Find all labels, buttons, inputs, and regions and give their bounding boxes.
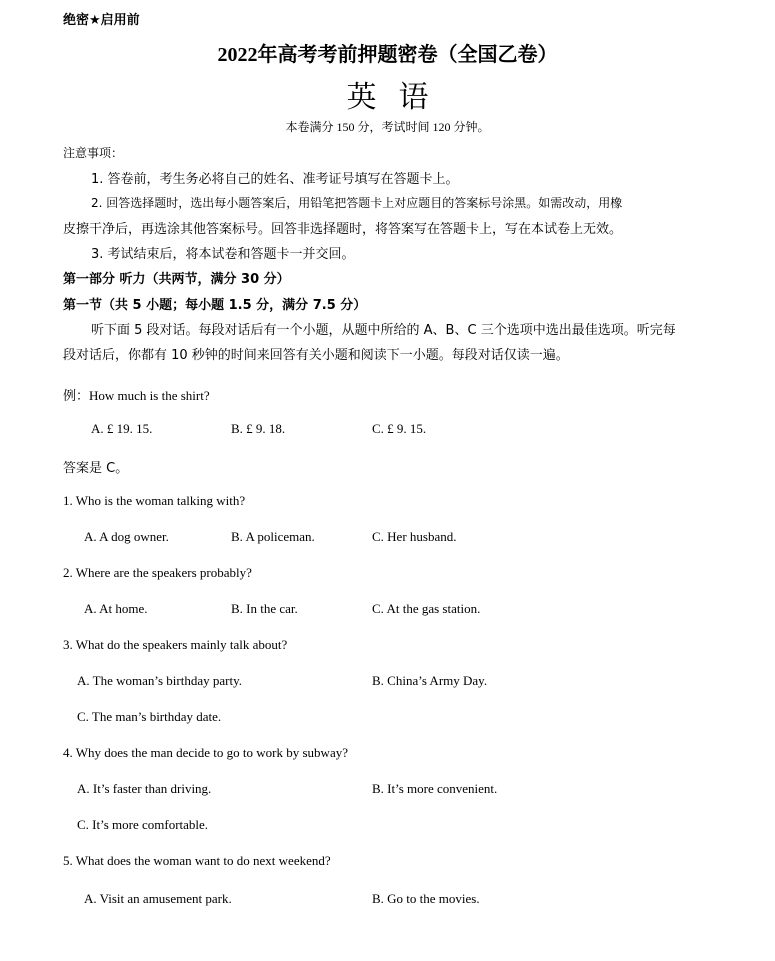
question-2-option-a: A. At home. bbox=[84, 601, 148, 616]
section1-heading: 第一节（共 5 小题；每小题 1.5 分，满分 7.5 分） bbox=[63, 298, 367, 313]
score-info: 本卷满分 150 分，考试时间 120 分钟。 bbox=[285, 120, 490, 134]
question-5-option-b: B. Go to the movies. bbox=[372, 891, 480, 906]
note-item-2-line-2: 皮擦干净后，再选涂其他答案标号。回答非选择题时，将答案写在答题卡上，写在本试卷上无效。 bbox=[63, 222, 623, 237]
question-4: 4. Why does the man decide to go to work by subway? bbox=[63, 745, 348, 760]
question-1-option-a: A. A dog owner. bbox=[84, 529, 169, 544]
question-1: 1. Who is the woman talking with? bbox=[63, 493, 246, 508]
example-answer: 答案是 C。 bbox=[63, 461, 129, 476]
question-3: 3. What do the speakers mainly talk about? bbox=[63, 637, 288, 652]
question-2-option-c: C. At the gas station. bbox=[372, 601, 481, 616]
part1-heading: 第一部分 听力（共两节，满分 30 分） bbox=[63, 272, 290, 287]
question-4-option-c: C. It’s more comfortable. bbox=[77, 817, 209, 832]
question-2-option-b: B. In the car. bbox=[231, 601, 298, 616]
subject-title: 英语 bbox=[346, 80, 451, 115]
note-item-3: 3. 考试结束后，将本试卷和答题卡一并交回。 bbox=[91, 247, 355, 262]
question-1-option-c: C. Her husband. bbox=[372, 529, 457, 544]
example-option-a: A. £ 19. 15. bbox=[91, 421, 153, 436]
instructions-line-1: 听下面 5 段对话。每段对话后有一个小题，从题中所给的 A、B、C 三个选项中选出最佳选项。听完每 bbox=[91, 323, 676, 338]
question-4-option-b: B. It’s more convenient. bbox=[372, 781, 498, 796]
instructions-line-2: 段对话后，你都有 10 秒钟的时间来回答有关小题和阅读下一小题。每段对话仅读一遍。 bbox=[63, 348, 569, 363]
note-item-2-line-1: 2. 回答选择题时，选出每小题答案后，用铅笔把答题卡上对应题目的答案标号涂黑。如需改动，用橡 bbox=[91, 196, 623, 210]
question-3-option-b: B. China’s Army Day. bbox=[372, 673, 488, 688]
question-5: 5. What does the woman want to do next weekend? bbox=[63, 853, 331, 868]
question-2: 2. Where are the speakers probably? bbox=[63, 565, 252, 580]
question-1-option-b: B. A policeman. bbox=[231, 529, 315, 544]
example-option-c: C. £ 9. 15. bbox=[372, 421, 427, 436]
example-option-b: B. £ 9. 18. bbox=[231, 421, 286, 436]
note-item-1: 1. 答卷前，考生务必将自己的姓名、准考证号填写在答题卡上。 bbox=[91, 172, 459, 187]
question-5-option-a: A. Visit an amusement park. bbox=[84, 891, 232, 906]
question-3-option-c: C. The man’s birthday date. bbox=[77, 709, 222, 724]
question-4-option-a: A. It’s faster than driving. bbox=[77, 781, 212, 796]
exam-title: 2022年高考考前押题密卷（全国乙卷） bbox=[217, 44, 558, 66]
example-question: 例：How much is the shirt? bbox=[63, 388, 210, 403]
confidential-label: 绝密★启用前 bbox=[63, 13, 140, 28]
notes-heading: 注意事项： bbox=[63, 146, 124, 160]
question-3-option-a: A. The woman’s birthday party. bbox=[77, 673, 242, 688]
